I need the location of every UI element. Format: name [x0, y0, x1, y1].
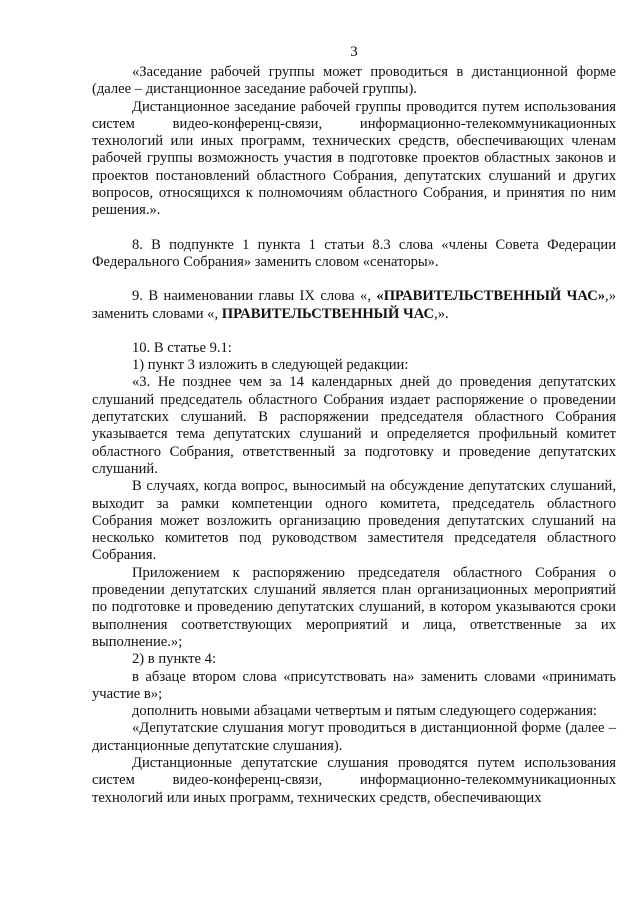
paragraph-subitem-1: 1) пункт 3 изложить в следующей редакции: [132, 357, 409, 374]
paragraph-item-10: 10. В статье 9.1: [132, 339, 232, 356]
paragraph-remote-meeting-method: Дистанционное заседание рабочей группы проводится путем использования систем видео-конференц-связи, информационно-телекоммуникационных технологий или иных программ, технических средств, обеспечивающих членам рабочей группы возможность участия в подготовке проектов областных законов и проектов постановлений областного Собрания, депутатских слушаний и других вопросов, относящихся к полномочиям областного Собрания, и принятия по ним решения.». [92, 98, 616, 219]
paragraph-organizational-plan: Приложением к распоряжению председателя областного Собрания о проведении депутатских слушаний является план организационных мероприятий по подготовке и проведению депутатских слушаний, в котором указываются сроки выполнения соответствующих мероприятий и лица, ответственные за их выполнение.»; [92, 564, 616, 650]
item-9-text-e: ,». [434, 305, 449, 322]
paragraph-remote-hearings-method: Дистанционные депутатские слушания проводятся путем использования систем видео-конференц-связи, информационно-телекоммуникационных технологий или иных программ, технических средств, обеспечивающих [92, 754, 616, 806]
document-body [92, 64, 616, 807]
paragraph-remote-hearings: «Депутатские слушания могут проводиться в дистанционной форме (далее – дистанционные депутатские слушания). [92, 720, 616, 754]
paragraph-several-committees: В случаях, когда вопрос, выносимый на обсуждение депутатских слушаний, выходит за рамки компетенции одного комитета, председатель областного Собрания может возложить организацию проведения депутатских слушаний на несколько комитетов под руководством заместителя председателя областного Собрания. [92, 478, 616, 564]
paragraph-item-8: 8. В подпункте 1 пункта 1 статьи 8.3 слова «члены Совета Федерации Федерального Собрания» заменить словом «сенаторы». [92, 236, 616, 270]
paragraph-point-3: «3. Не позднее чем за 14 календарных дней до проведения депутатских слушаний председатель областного Собрания издает распоряжение о проведении депутатских слушаний. В распоряжении председателя областного Собрания указывается тема депутатских слушаний и определяется профильный комитет областного Собрания, ответственный за подготовку и проведение депутатских слушаний. [92, 374, 616, 477]
page-number: 3 [350, 44, 358, 60]
item-9-new-title: ПРАВИТЕЛЬСТВЕННЫЙ ЧАС [221, 305, 435, 322]
paragraph-item-9 [92, 288, 616, 323]
paragraph-second-abzac: в абзаце втором слова «присутствовать на» заменить словами «принимать участие в»; [92, 668, 616, 702]
paragraph-remote-meeting-definition: «Заседание рабочей группы может проводиться в дистанционной форме (далее – дистанционное заседание рабочей группы). [92, 64, 616, 98]
item-9-text-c: ,» заменить словами «, [92, 288, 616, 322]
paragraph-subitem-2: 2) в пункте 4: [132, 651, 217, 668]
paragraph-add-abzacs: дополнить новыми абзацами четвертым и пятым следующего содержания: [132, 703, 597, 720]
item-9-old-title: «ПРАВИТЕЛЬСТВЕННЫЙ ЧАС» [376, 288, 606, 305]
item-9-text-a: 9. В наименовании главы IX слова «, [132, 288, 377, 305]
